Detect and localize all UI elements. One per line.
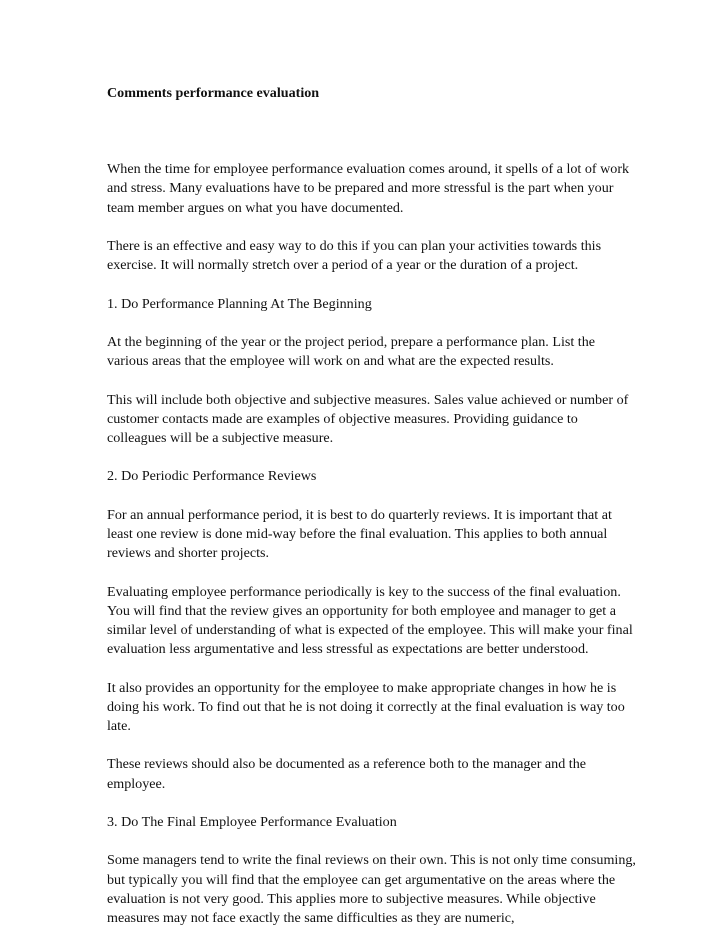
paragraph-documented-reviews: These reviews should also be documented as a reference both to the manager and the employee. [107,756,587,792]
document-title: Comments performance evaluation [107,85,320,101]
paragraph-intro: When the time for employee performance evaluation comes around, it spells of a lot of work and stress. Many evaluations have to be prepared and more stressful is the part when your team member argues on what you have documented. [107,161,630,216]
paragraph-periodic-evaluation: Evaluating employee performance periodically is key to the success of the final evaluation. You will find that the review gives an opportunity for both employee and manager to get a similar level of understanding of what is expected of the employee. This will make your final evaluation less argumentative and less stressful as expectations are better understood. [107,583,633,658]
section-heading-planning: 1. Do Performance Planning At The Beginning [107,295,372,312]
title-spacer [107,103,637,160]
paragraph-appropriate-changes: It also provides an opportunity for the employee to make appropriate changes in how he is doing his work. To find out that he is not doing it correctly at the final evaluation is way too late. [107,679,625,734]
document-body [107,84,637,928]
paragraph-measures: This will include both objective and subjective measures. Sales value achieved or number of customer contacts made are examples of objective measures. Providing guidance to colleagues will be a subjective measure. [107,391,629,446]
section-heading-reviews: 2. Do Periodic Performance Reviews [107,468,317,485]
paragraph-effective-way: There is an effective and easy way to do this if you can plan your activities towards this exercise. It will normally stretch over a period of a year or the duration of a project. [107,238,602,274]
section-heading-final-evaluation: 3. Do The Final Employee Performance Evaluation [107,813,397,830]
paragraph-final-reviews: Some managers tend to write the final reviews on their own. This is not only time consuming, but typically you will find that the employee can get argumentative on the areas where the evaluation is not very good. This applies more to subjective measures. While objective measures may not face exactly the same difficulties as they are numeric, [107,852,636,926]
paragraph-quarterly-reviews: For an annual performance period, it is best to do quarterly reviews. It is important that at least one review is done mid-way before the final evaluation. This applies to both annual reviews and shorter projects. [107,506,612,562]
paragraph-performance-plan: At the beginning of the year or the project period, prepare a performance plan. List the various areas that the employee will work on and what are the expected results. [107,333,595,370]
